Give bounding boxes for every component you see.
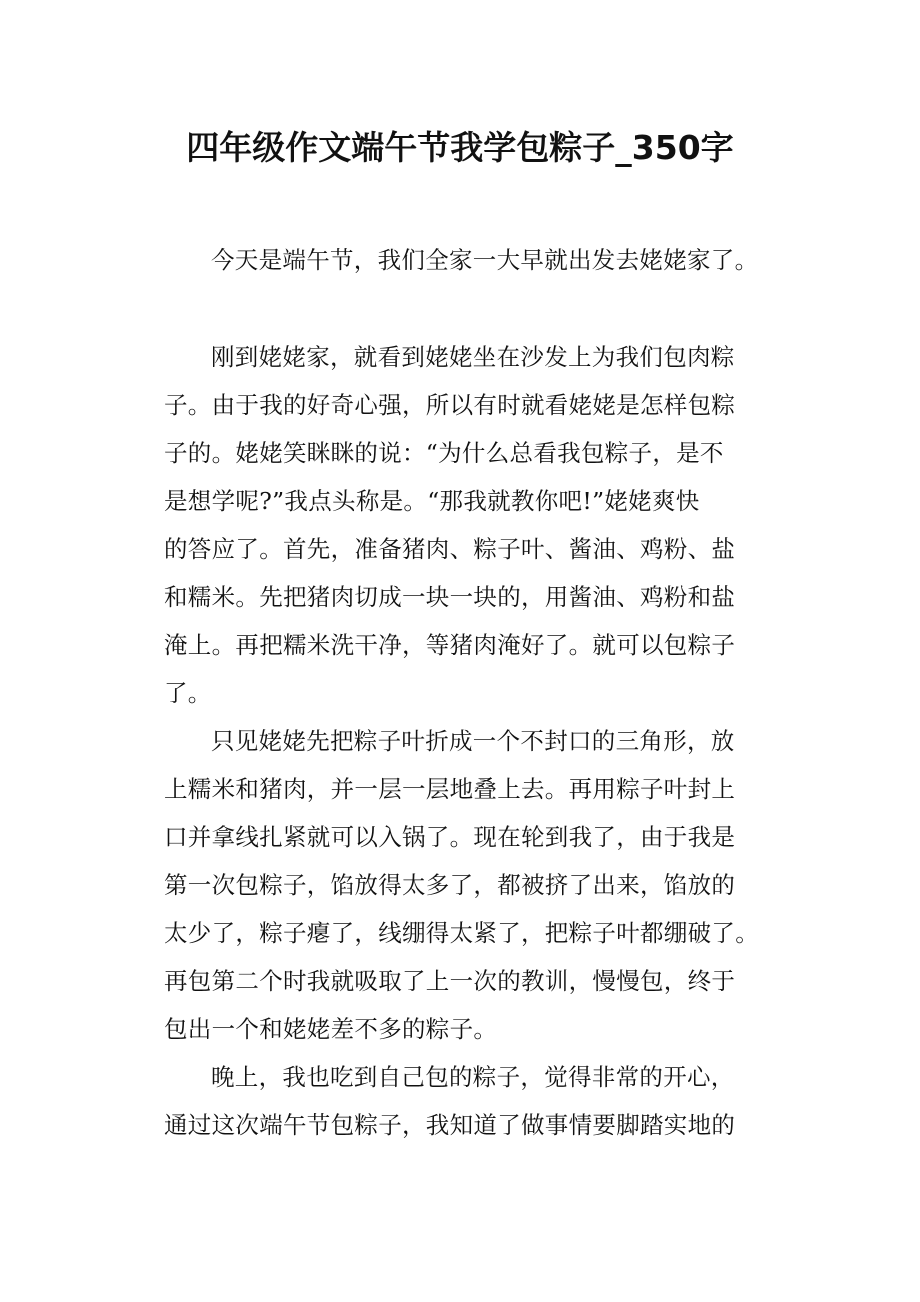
paragraph-3-line-2: 上糯米和猪肉，并一层一层地叠上去。再用粽子叶封上 [164,775,736,803]
paragraph-3-line-1: 只见姥姥先把粽子叶折成一个不封口的三角形，放 [211,727,735,755]
paragraph-2-line-2: 子。由于我的好奇心强，所以有时就看姥姥是怎样包粽 [164,391,736,419]
paragraph-3-line-7: 包出一个和姥姥差不多的粽子。 [164,1015,498,1043]
paragraph-1-line-1: 今天是端午节，我们全家一大早就出发去姥姥家了。 [211,246,759,274]
paragraph-3-line-4: 第一次包粽子，馅放得太多了，都被挤了出来，馅放的 [164,871,736,899]
paragraph-4-line-2: 通过这次端午节包粽子，我知道了做事情要脚踏实地的 [164,1111,736,1139]
paragraph-2-line-1: 刚到姥姥家，就看到姥姥坐在沙发上为我们包肉粽 [211,343,735,371]
paragraph-3-line-5: 太少了，粽子瘪了，线绷得太紧了，把粽子叶都绷破了。 [164,919,759,947]
paragraph-2-line-6: 和糯米。先把猪肉切成一块一块的，用酱油、鸡粉和盐 [164,583,736,611]
paragraph-2-line-7: 淹上。再把糯米洗干净，等猪肉淹好了。就可以包粽子 [164,631,736,659]
paragraph-2-line-8: 了。 [164,679,212,707]
paragraph-2-line-3: 子的。姥姥笑眯眯的说：“为什么总看我包粽子，是不 [164,439,724,467]
paragraph-3-line-3: 口并拿线扎紧就可以入锅了。现在轮到我了，由于我是 [164,823,736,851]
paragraph-2-line-4: 是想学呢?”我点头称是。“那我就教你吧!”姥姥爽快 [164,487,700,515]
paragraph-4-line-1: 晚上，我也吃到自己包的粽子，觉得非常的开心， [211,1063,735,1091]
paragraph-3-line-6: 再包第二个时我就吸取了上一次的教训，慢慢包，终于 [164,967,736,995]
document-title: 四年级作文端午节我学包粽子_350字 [186,128,734,167]
paragraph-2-line-5: 的答应了。首先，准备猪肉、粽子叶、酱油、鸡粉、盐 [164,535,736,563]
